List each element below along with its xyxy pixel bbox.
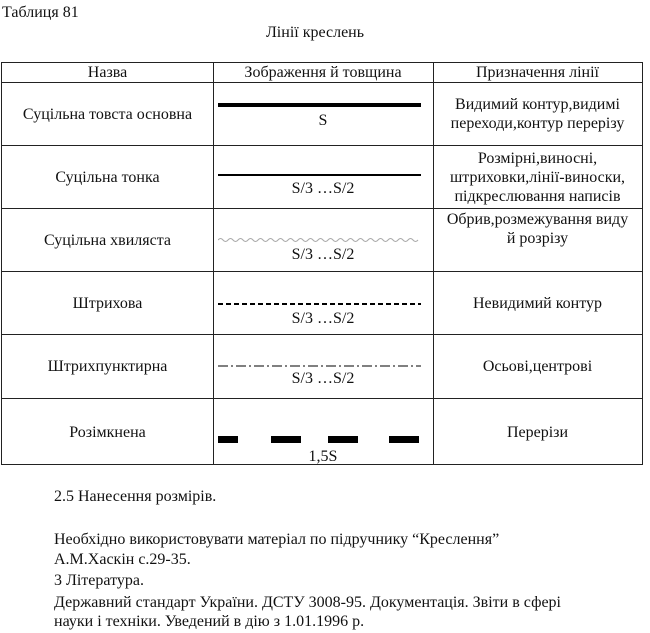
row-name: Штрихова: [72, 294, 143, 312]
row-purpose: [433, 209, 642, 249]
open-line-sample: [218, 434, 421, 446]
thickness-label: 1,5S: [308, 448, 338, 465]
row-purpose: [433, 146, 642, 208]
paragraph-line: науки і техніки. Уведений в дію з 1.01.1996 р.: [54, 613, 365, 630]
purpose-line: переходи,контур перерізу: [450, 115, 625, 132]
solid-thin-line-sample: [218, 171, 421, 179]
table-title: Лінії креслень: [265, 24, 365, 41]
solid-thick-line-sample: [218, 100, 421, 110]
dashed-line-sample: [218, 300, 421, 308]
thickness-label: S/3 …S/2: [291, 246, 355, 263]
wavy-line-sample: [218, 235, 421, 245]
header-name: Назва: [87, 64, 128, 81]
header-image: Зображення й товщина: [244, 64, 402, 81]
row-name: Розімкнена: [69, 423, 146, 441]
table-label: Таблиця 81: [2, 4, 79, 21]
purpose-line: штриховки,лінії-виноски,: [449, 168, 626, 186]
thickness-label: S: [318, 112, 328, 129]
section-heading: 3 Література.: [54, 572, 144, 589]
row-purpose: Невидимий контур: [472, 294, 603, 312]
purpose-line: й розрізу: [506, 230, 569, 247]
paragraph-line: Державний стандарт України. ДСТУ 3008-95. Документація. Звіти в сфері: [54, 594, 561, 611]
section-heading: 2.5 Нанесення розмірів.: [54, 488, 217, 505]
row-purpose: Перерізи: [506, 423, 569, 441]
purpose-line: підкреслювання написів: [454, 187, 621, 205]
header-purpose: Призначення лінії: [476, 64, 599, 81]
row-purpose: Осьові,центрові: [482, 358, 593, 375]
row-name: Суцільна хвиляста: [43, 231, 172, 249]
purpose-line: Видимий контур,видимі: [455, 96, 620, 113]
row-purpose: [433, 83, 642, 145]
paragraph-line: Необхідно використовувати матеріал по підручнику “Креслення”: [54, 531, 500, 548]
dash-dot-line-sample: [218, 362, 421, 370]
row-name: Суцільна товста основна: [22, 105, 193, 123]
row-name: Суцільна тонка: [55, 168, 160, 186]
purpose-line: Обрив,розмежування виду: [446, 211, 629, 228]
column-divider: [213, 62, 214, 464]
row-name: Штрихпунктирна: [47, 358, 168, 375]
purpose-line: Розмірні,виносні,: [477, 149, 598, 167]
paragraph-line: А.М.Хаскін с.29-35.: [54, 551, 191, 568]
thickness-label: S/3 …S/2: [291, 180, 355, 197]
thickness-label: S/3 …S/2: [291, 310, 355, 327]
thickness-label: S/3 …S/2: [291, 370, 355, 387]
